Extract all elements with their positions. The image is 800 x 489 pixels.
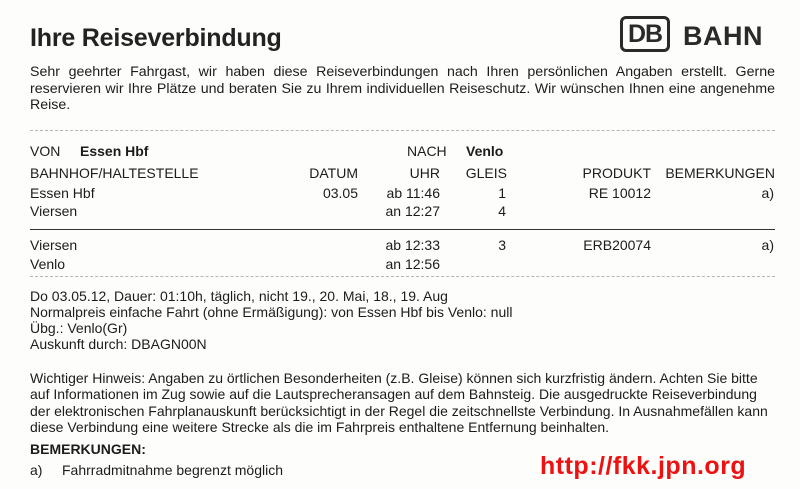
leg2-row1-produkt: ERB20074 [583,237,651,253]
intro-text: Sehr geehrter Fahrgast, wir haben diese Reiseverbindungen nach Ihren persönlichen Angaben erstellt. Gerne reservieren wir Ihre Plätze und beraten Sie zu Ihrem individuellen Reiseschutz. Wir wünschen Ihnen eine angenehme Reise. [30,64,775,113]
col-uhr: UHR [409,165,440,181]
col-datum: DATUM [309,165,358,181]
page-title: Ihre Reiseverbindung [30,24,282,52]
bemerkung-text: Fahrradmitnahme begrenzt möglich [62,462,283,478]
col-produkt: PRODUKT [582,165,651,181]
leg2-row1-bem: a) [761,237,774,253]
leg2-row1-gleis: 3 [498,237,506,253]
leg1-row2-uhr: an 12:27 [385,203,440,219]
nach-label: NACH [407,143,447,159]
leg2-row2-uhr: an 12:56 [385,256,440,272]
leg1-row2-gleis: 4 [498,203,506,219]
col-station: BAHNHOF/HALTESTELLE [30,165,199,181]
leg2-row1-station: Viersen [30,237,78,253]
db-logo-box: DB [620,16,670,52]
leg-divider [30,229,775,230]
important-notice: Wichtiger Hinweis: Angaben zu örtlichen Besonderheiten (z.B. Gleise) können sich kurzfristig ändern. Achten Sie bitte auf Informationen im Zug sowie auf die Lautsprecheransagen auf dem Bahnsteig. Die ausgedruckte Reiseverbindung der elektronischen Fahrplanauskunft berücksichtigt in der Regel die zeitschnellste Verbindung. In Ausnahmefällen kann diese Verbindung eine weitere Strecke als die im Fahrpreis enthaltene Entfernung beinhalten. [30,370,768,435]
detail-line-2: Normalpreis einfache Fahrt (ohne Ermäßigung): von Essen Hbf bis Venlo: null [30,304,513,320]
von-value: Essen Hbf [80,143,149,159]
bemerkung-key: a) [30,462,43,478]
divider-top [30,130,775,131]
detail-line-1: Do 03.05.12, Dauer: 01:10h, täglich, nicht 19., 20. Mai, 18., 19. Aug [30,288,448,304]
bemerkungen-heading: BEMERKUNGEN: [30,441,146,457]
leg1-row1-bem: a) [761,185,774,201]
leg1-row1-station: Essen Hbf [30,185,95,201]
leg1-row1-uhr: ab 11:46 [386,185,440,201]
col-gleis: GLEIS [465,165,507,181]
leg2-row2-station: Venlo [30,256,66,272]
detail-line-3: Übg.: Venlo(Gr) [30,320,128,336]
leg1-row1-produkt: RE 10012 [588,185,651,201]
nach-value: Venlo [466,143,504,159]
watermark-url: http://fkk.jpn.org [540,452,747,480]
divider-details [30,276,775,277]
bahn-logo-text: BAHN [683,21,763,51]
leg1-row1-gleis: 1 [498,185,506,201]
leg1-row2-station: Viersen [30,203,78,219]
leg1-row1-datum: 03.05 [322,185,358,201]
leg2-row1-uhr: ab 12:33 [385,237,440,253]
detail-line-4: Auskunft durch: DBAGN00N [30,336,207,352]
col-bemerkungen: BEMERKUNGEN [665,165,775,181]
von-label: VON [30,143,61,159]
